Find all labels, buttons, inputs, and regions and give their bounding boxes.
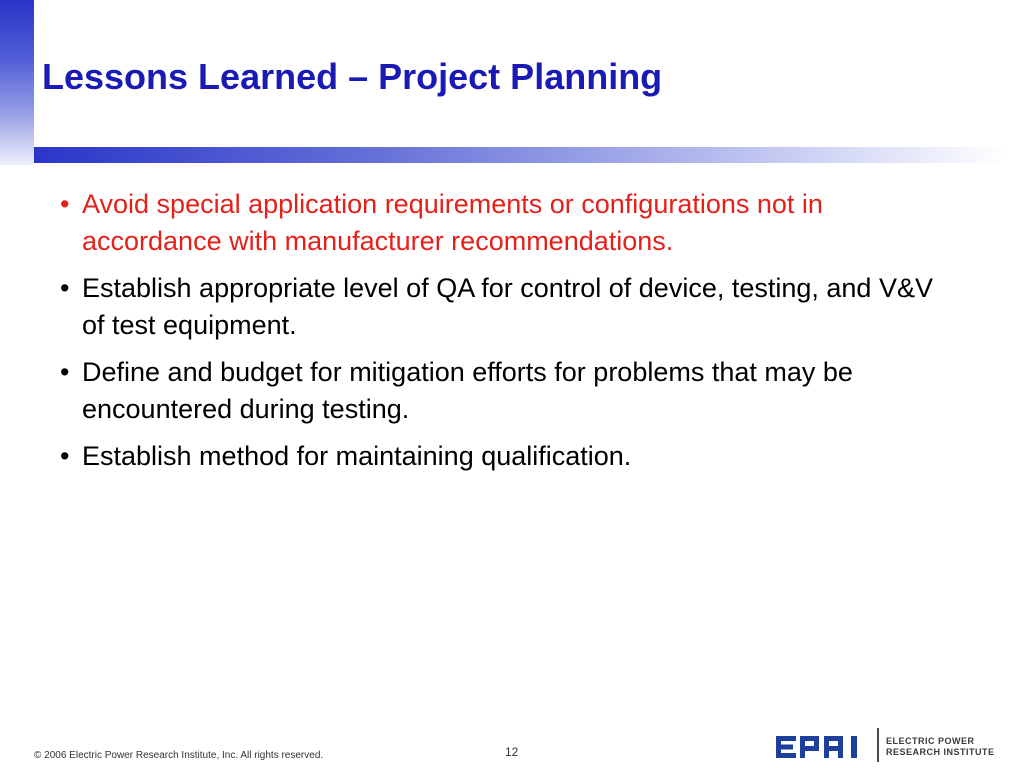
left-accent-gradient xyxy=(0,0,34,165)
slide-title: Lessons Learned – Project Planning xyxy=(42,56,663,97)
bullet-item xyxy=(60,354,960,428)
bullet-marker: • xyxy=(60,357,70,387)
bullet-list xyxy=(60,186,960,485)
page-number: 12 xyxy=(505,745,519,759)
bullet-marker: • xyxy=(60,273,70,303)
epri-logo-mark-icon xyxy=(776,736,870,758)
epri-logo xyxy=(776,728,996,764)
bullet-item xyxy=(60,438,960,475)
footer-copyright: © 2006 Electric Power Research Institute, Inc. All rights reserved. xyxy=(34,750,324,761)
bullet-text: Establish method for maintaining qualification. xyxy=(82,441,632,471)
logo-line-1: ELECTRIC POWER xyxy=(886,736,975,746)
bullet-item xyxy=(60,186,960,260)
bullet-marker: • xyxy=(60,441,70,471)
logo-wordmark xyxy=(886,736,995,758)
bullet-text: Avoid special application requirements or configurations not in accordance with manufacturer recommendations. xyxy=(82,189,823,256)
bullet-text: Establish appropriate level of QA for control of device, testing, and V&V of test equipment. xyxy=(82,273,933,340)
title-underline-bar xyxy=(34,147,1006,163)
logo-divider xyxy=(877,728,879,762)
bullet-marker: • xyxy=(60,189,70,219)
bullet-item xyxy=(60,270,960,344)
logo-line-2: RESEARCH INSTITUTE xyxy=(886,747,995,757)
bullet-text: Define and budget for mitigation efforts for problems that may be encountered during testing. xyxy=(82,357,853,424)
